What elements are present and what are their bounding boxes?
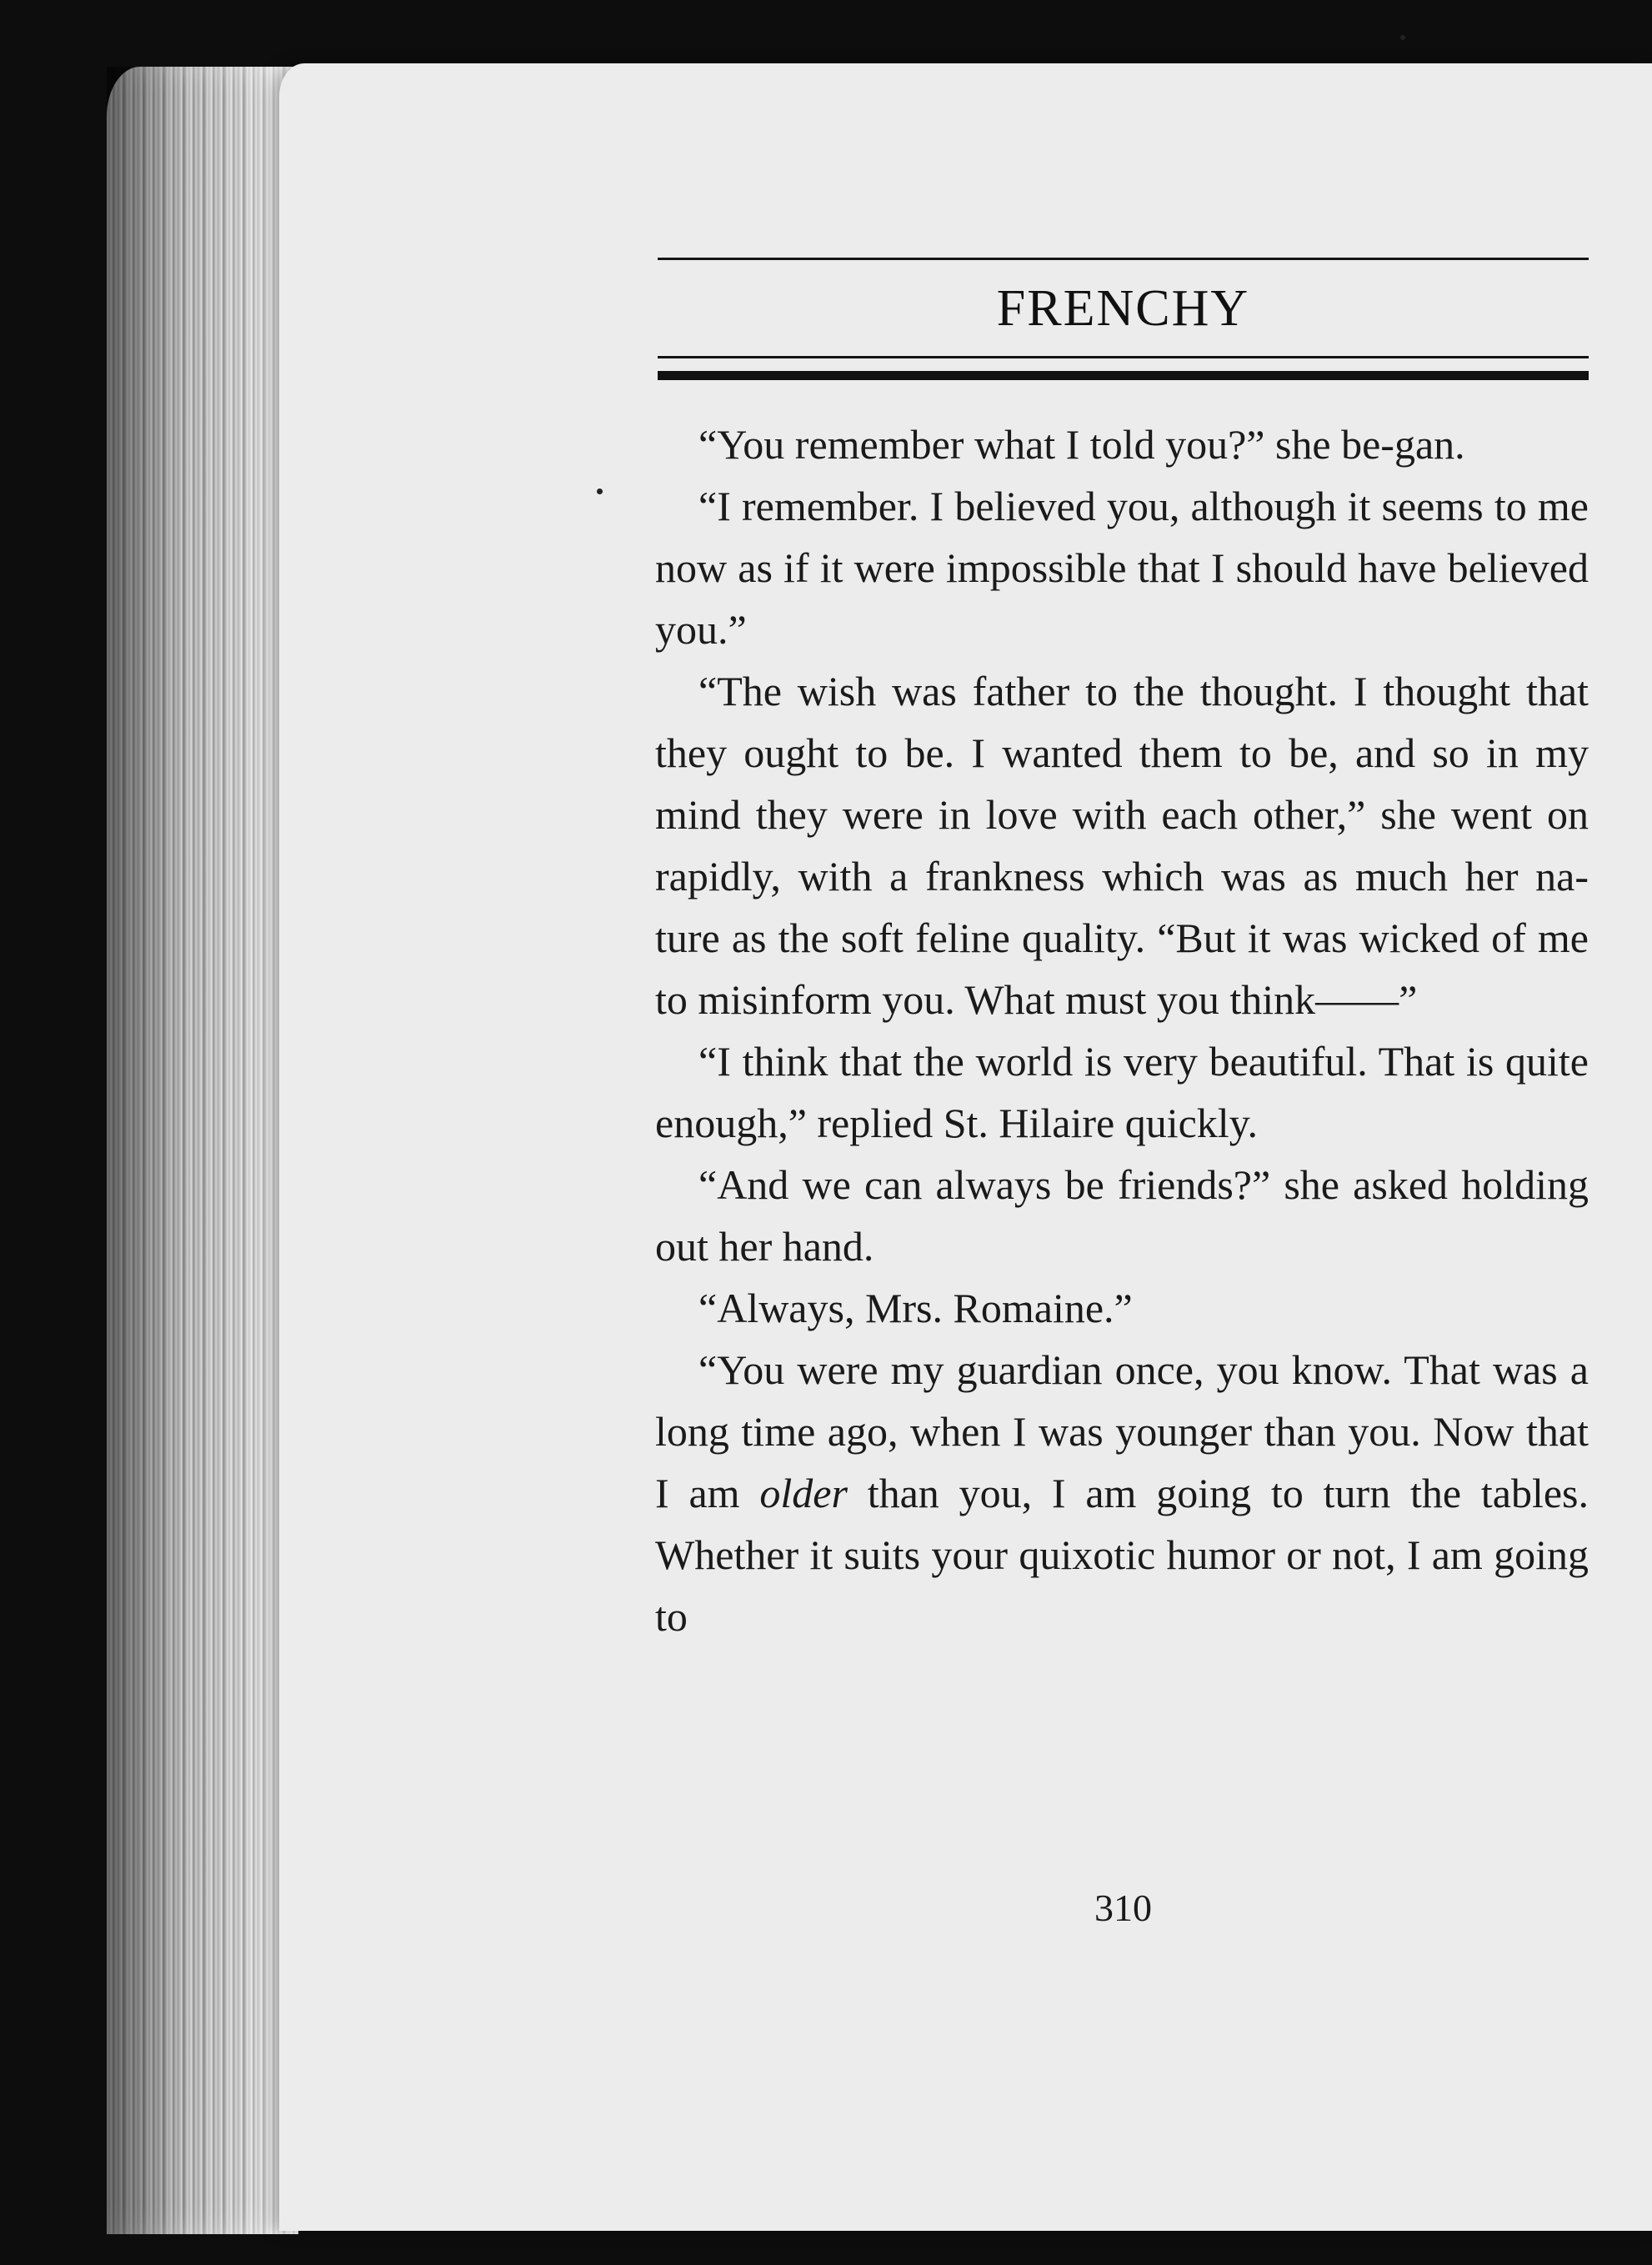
dust-speck (1400, 35, 1405, 40)
paragraph: “And we can always be friends?” she asked holding out her hand. (655, 1161, 1589, 1270)
text-run: than you, I am going to turn the tables. Whether it suits your quixotic humor or not, I am going to (655, 1470, 1589, 1640)
paragraph: “Always, Mrs. Romaine.” (698, 1285, 1133, 1331)
italic-word: older (759, 1470, 848, 1516)
body-text (655, 413, 1589, 1647)
dust-speck (597, 489, 603, 494)
running-head: FRENCHY (996, 280, 1250, 337)
paragraph: “You remember what I told you?” she be-gan. (698, 421, 1465, 468)
header-rule-top (658, 258, 1589, 260)
paragraph: “I remember. I believed you, although it seems to me now as if it were impossible that I should have believed you.” (655, 483, 1589, 653)
paragraph: “I think that the world is very beautiful. That is quite enough,” replied St. Hilaire quickly. (655, 1038, 1589, 1146)
header-rule-thick (658, 371, 1589, 380)
paragraph: “The wish was father to the thought. I thought that they ought to be. I wanted them to be, and so in my mind they were in love with each other,” she went on rapidly, with a frankness which was as much her na-ture as the soft feline quality. “But it was wicked of me to misinform you. What must you think——” (655, 668, 1589, 1023)
text-run: “You were my guardian once, you know. That was a long time ago, when I was younger than you. Now that I am (655, 1346, 1589, 1516)
paragraph (655, 1339, 1589, 1647)
page-edges (107, 67, 298, 2234)
header-rule-thin (658, 356, 1589, 358)
page-number: 310 (1094, 1887, 1152, 1929)
